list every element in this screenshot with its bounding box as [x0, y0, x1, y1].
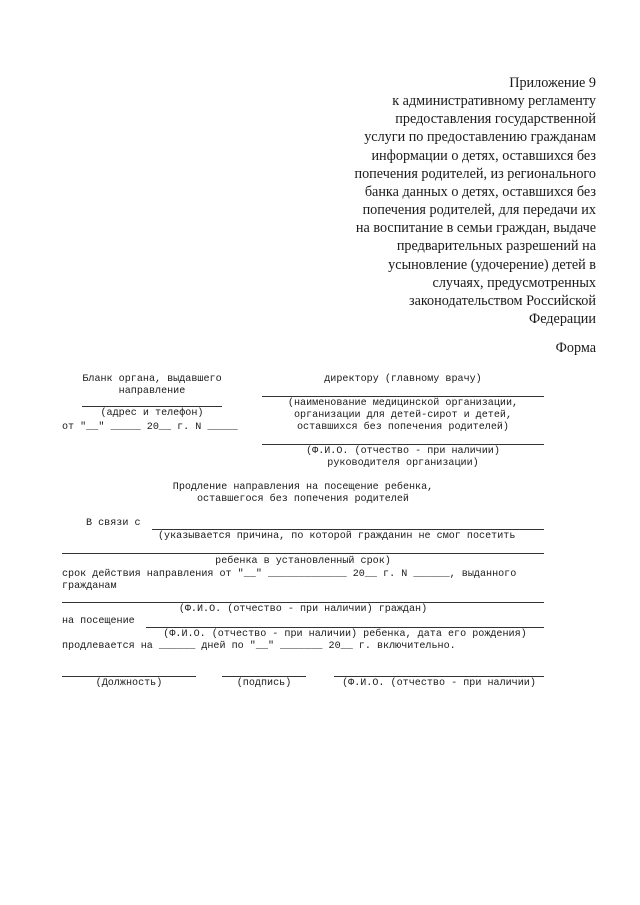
appendix-line: случаях, предусмотренных: [432, 274, 596, 291]
head-fio-hint2: руководителя организации): [327, 458, 479, 469]
position-underline: [62, 676, 196, 677]
citizens-label: гражданам: [62, 581, 117, 592]
appendix-line: усыновление (удочерение) детей в: [388, 256, 596, 273]
reason-hint: (указывается причина, по которой гражданин не смог посетить: [158, 531, 516, 542]
reason-underline: [152, 529, 544, 530]
child-hint: (Ф.И.О. (отчество - при наличии) ребенка, дата его рождения): [163, 629, 527, 640]
appendix-line: на воспитание в семьи граждан, выдаче: [355, 220, 596, 237]
citizens-hint: (Ф.И.О. (отчество - при наличии) граждан): [178, 604, 428, 615]
visit-label: на посещение: [62, 616, 135, 627]
appendix-line: законодательством Российской: [408, 292, 596, 309]
document-title-line2: оставшегося без попечения родителей: [196, 494, 409, 505]
signer-fio-underline: [334, 676, 544, 677]
addressee-title: директору (главному врачу): [324, 374, 482, 385]
validity-line: срок действия направления от "__" _____________ 20__ г. N ______, выданного: [62, 569, 517, 580]
appendix-line: предварительных разрешений на: [396, 238, 596, 255]
appendix-line: информации о детях, оставшихся без: [371, 147, 596, 164]
org-name-underline: [262, 396, 544, 397]
appendix-line: Приложение 9: [509, 75, 596, 91]
org-hint-line2: организации для детей-сирот и детей,: [293, 410, 513, 421]
appendix-line: к административному регламенту: [392, 93, 596, 110]
org-hint-line3: оставшихся без попечения родителей): [296, 422, 509, 433]
signature-label: (подпись): [236, 678, 292, 689]
head-fio-underline: [262, 444, 544, 445]
in-connection-label: В связи с: [86, 518, 141, 529]
appendix-line: Федерации: [528, 311, 596, 328]
form-label: Форма: [555, 340, 596, 356]
org-hint-line1: (наименование медицинской организации,: [287, 398, 519, 409]
appendix-line: банка данных о детях, оставшихся без: [364, 183, 596, 200]
position-label: (Должность): [95, 678, 163, 689]
head-fio-hint1: (Ф.И.О. (отчество - при наличии): [306, 446, 500, 457]
signer-fio-label: (Ф.И.О. (отчество - при наличии): [342, 678, 536, 689]
citizens-underline: [62, 602, 544, 603]
signature-underline: [222, 676, 306, 677]
appendix-header: [300, 74, 596, 328]
address-underline: [82, 406, 222, 407]
blank-organ-line2: направление: [118, 386, 186, 397]
appendix-line: предоставления государственной: [395, 111, 596, 128]
extended-line: продлевается на ______ дней по "__" _______ 20__ г. включительно.: [62, 641, 456, 652]
child-underline: [146, 627, 544, 628]
appendix-line: услуги по предоставлению гражданам: [364, 129, 596, 146]
reason-underline-2: [62, 553, 544, 554]
reason-hint-2: ребенка в установленный срок): [215, 556, 391, 567]
blank-organ-line1: Бланк органа, выдавшего: [82, 374, 222, 385]
address-label: (адрес и телефон): [100, 408, 204, 419]
document-title-line1: Продление направления на посещение ребенка,: [172, 482, 434, 493]
issue-date-line: от "__" _____ 20__ г. N _____: [62, 422, 238, 433]
appendix-line: попечения родителей, из регионального: [354, 165, 596, 182]
appendix-line: попечения родителей, для передачи их: [362, 202, 596, 219]
